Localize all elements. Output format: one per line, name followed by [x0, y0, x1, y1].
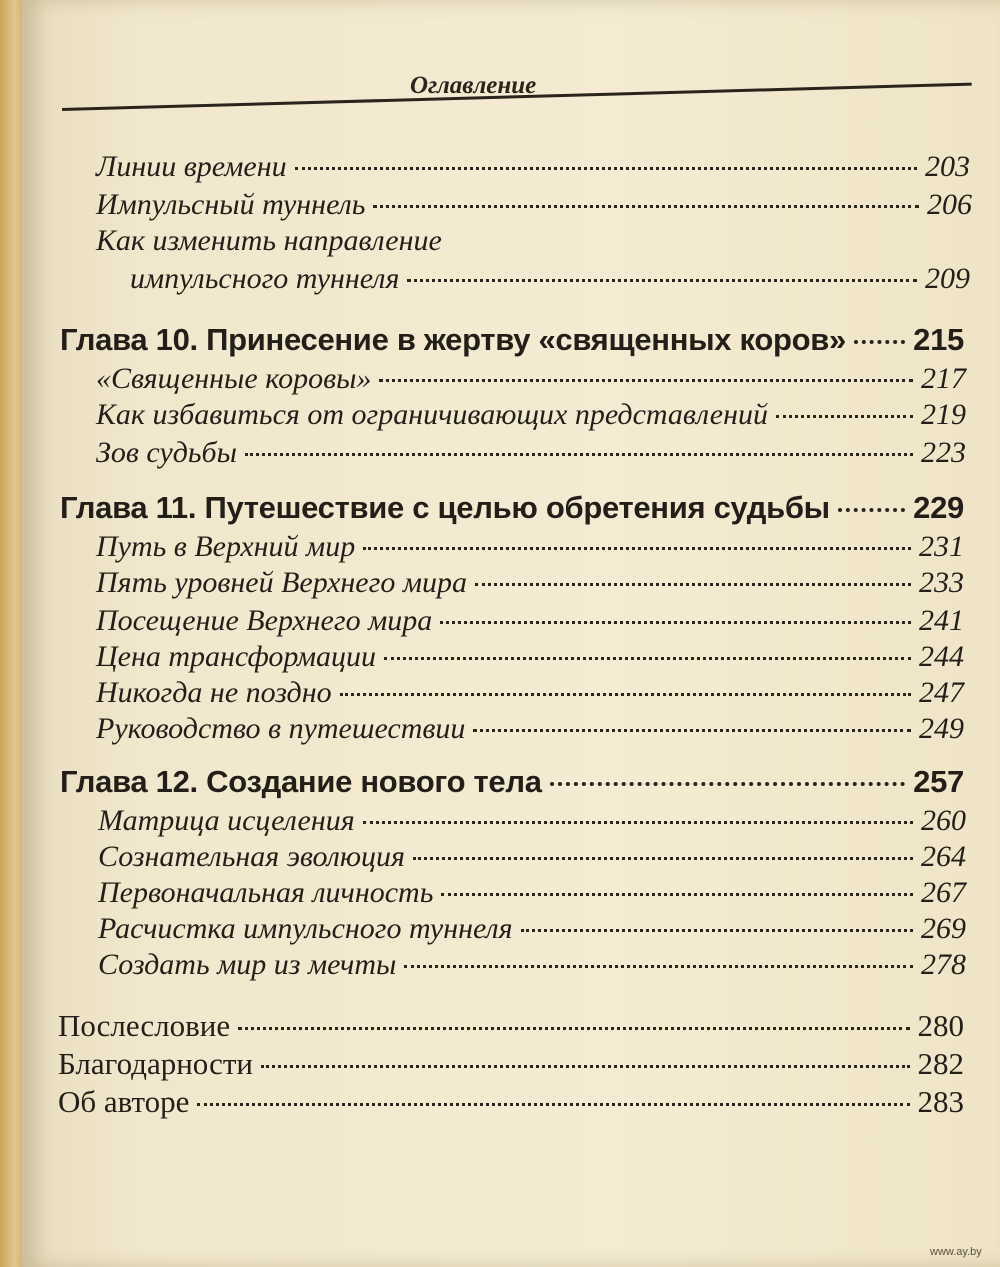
- toc-entry-title: Расчистка импульсного туннеля: [98, 912, 513, 945]
- dot-leader: [363, 821, 913, 824]
- toc-chapter-page: 229: [913, 490, 964, 525]
- dot-leader: [363, 547, 911, 550]
- toc-entry-title: Об авторе: [58, 1084, 190, 1119]
- toc-entry-page: 206: [927, 188, 972, 221]
- dot-leader: [379, 379, 913, 382]
- toc-entry-title: Сознательная эволюция: [98, 840, 405, 873]
- toc-entry-title: Создать мир из мечты: [98, 948, 397, 981]
- dot-leader: [384, 657, 911, 660]
- toc-entry: [98, 804, 966, 838]
- toc-chapter: [60, 490, 964, 526]
- toc-chapter-page: 215: [913, 322, 964, 357]
- dot-leader: [295, 167, 917, 170]
- toc-entry: [96, 530, 964, 564]
- toc-entry-page: 203: [925, 150, 970, 183]
- toc-entry: [96, 604, 964, 638]
- toc-entry-title: Матрица исцеления: [98, 804, 355, 837]
- toc-entry: [96, 150, 970, 184]
- dot-leader: [197, 1103, 909, 1106]
- toc-entry-page: 244: [919, 640, 964, 673]
- dot-leader: [441, 893, 913, 896]
- toc-entry-page: 231: [919, 530, 964, 563]
- toc-entry: [96, 398, 966, 432]
- toc-chapter-title: Глава 10. Принесение в жертву «священных коров»: [60, 322, 846, 357]
- toc-entry-title: Никогда не поздно: [96, 676, 332, 709]
- toc-entry-title: Линии времени: [96, 150, 287, 183]
- dot-leader: [404, 965, 913, 968]
- toc-entry-page: 264: [921, 840, 966, 873]
- toc-entry-page: 260: [921, 804, 966, 837]
- toc-entry-page: 267: [921, 876, 966, 909]
- dot-leader: [854, 340, 905, 344]
- dot-leader: [521, 929, 913, 932]
- toc-entry-page: 241: [919, 604, 964, 637]
- toc-entry: [58, 1046, 964, 1082]
- toc-chapter: [60, 764, 964, 800]
- toc-entry-title: Импульсный туннель: [96, 188, 366, 221]
- dot-leader: [373, 205, 919, 208]
- toc-entry-page: 219: [921, 398, 966, 431]
- toc-entry: [98, 948, 966, 982]
- watermark: www.ay.by: [930, 1246, 982, 1258]
- toc-entry-title: Пять уровней Верхнего мира: [96, 566, 467, 599]
- toc-chapter-title: Глава 11. Путешествие с целью обретения судьбы: [60, 490, 830, 525]
- toc-entry-page: 209: [925, 262, 970, 295]
- dot-leader: [776, 415, 913, 418]
- toc-entry: [98, 876, 966, 910]
- toc-entry: [98, 912, 966, 946]
- toc-entry: [96, 188, 972, 222]
- toc-entry-title: Благодарности: [58, 1046, 253, 1081]
- toc-entry-title: Зов судьбы: [96, 436, 237, 469]
- toc-entry-title: «Священные коровы»: [96, 362, 372, 395]
- toc-entry: [98, 840, 966, 874]
- toc-entry: [58, 1008, 964, 1044]
- toc-entry-page: 278: [921, 948, 966, 981]
- toc-entry-page: 247: [919, 676, 964, 709]
- dot-leader: [261, 1065, 910, 1068]
- toc-entry: [96, 676, 964, 710]
- toc-entry-page: 269: [921, 912, 966, 945]
- dot-leader: [340, 693, 911, 696]
- dot-leader: [473, 729, 911, 732]
- toc-entry-title: Путь в Верхний мир: [96, 530, 356, 563]
- toc-entry: [96, 712, 964, 746]
- dot-leader: [550, 782, 905, 786]
- dot-leader: [475, 583, 911, 586]
- toc-entry: [96, 566, 964, 600]
- dot-leader: [440, 621, 911, 624]
- toc-entry: [96, 640, 964, 674]
- toc-entry-page: 280: [917, 1008, 964, 1043]
- page-header-title: Оглавление: [410, 72, 537, 99]
- toc-entry-title: Первоначальная личность: [98, 876, 434, 909]
- toc-entry-title: Послесловие: [58, 1008, 231, 1043]
- toc-entry-page: 223: [921, 436, 966, 469]
- dot-leader: [238, 1027, 909, 1030]
- toc-entry: [96, 362, 966, 396]
- toc-entry-title: Цена трансформации: [96, 640, 377, 673]
- toc-entry: [58, 1084, 964, 1120]
- toc-entry-page: 217: [921, 362, 966, 395]
- dot-leader: [838, 508, 905, 512]
- toc-entry-page: 283: [917, 1084, 964, 1119]
- toc-entry-title-line2: импульсного туннеля: [130, 262, 400, 295]
- dot-leader: [245, 453, 913, 456]
- toc-entry-page: 282: [917, 1046, 964, 1081]
- toc-chapter-title: Глава 12. Создание нового тела: [60, 764, 542, 799]
- dot-leader: [413, 857, 913, 860]
- toc-entry-title: Как избавиться от ограничивающих представлений: [96, 398, 768, 431]
- toc-entry-page: 249: [919, 712, 964, 745]
- toc-entry-title: Посещение Верхнего мира: [96, 604, 433, 637]
- toc-entry-page: 233: [919, 566, 964, 599]
- toc-entry: [96, 436, 966, 470]
- toc-entry-title-line1: Как изменить направление: [96, 224, 442, 257]
- dot-leader: [407, 279, 917, 282]
- toc-chapter: [60, 322, 964, 358]
- toc-entry-title: Руководство в путешествии: [96, 712, 466, 745]
- toc-chapter-page: 257: [913, 764, 964, 799]
- toc-entry: [130, 262, 970, 296]
